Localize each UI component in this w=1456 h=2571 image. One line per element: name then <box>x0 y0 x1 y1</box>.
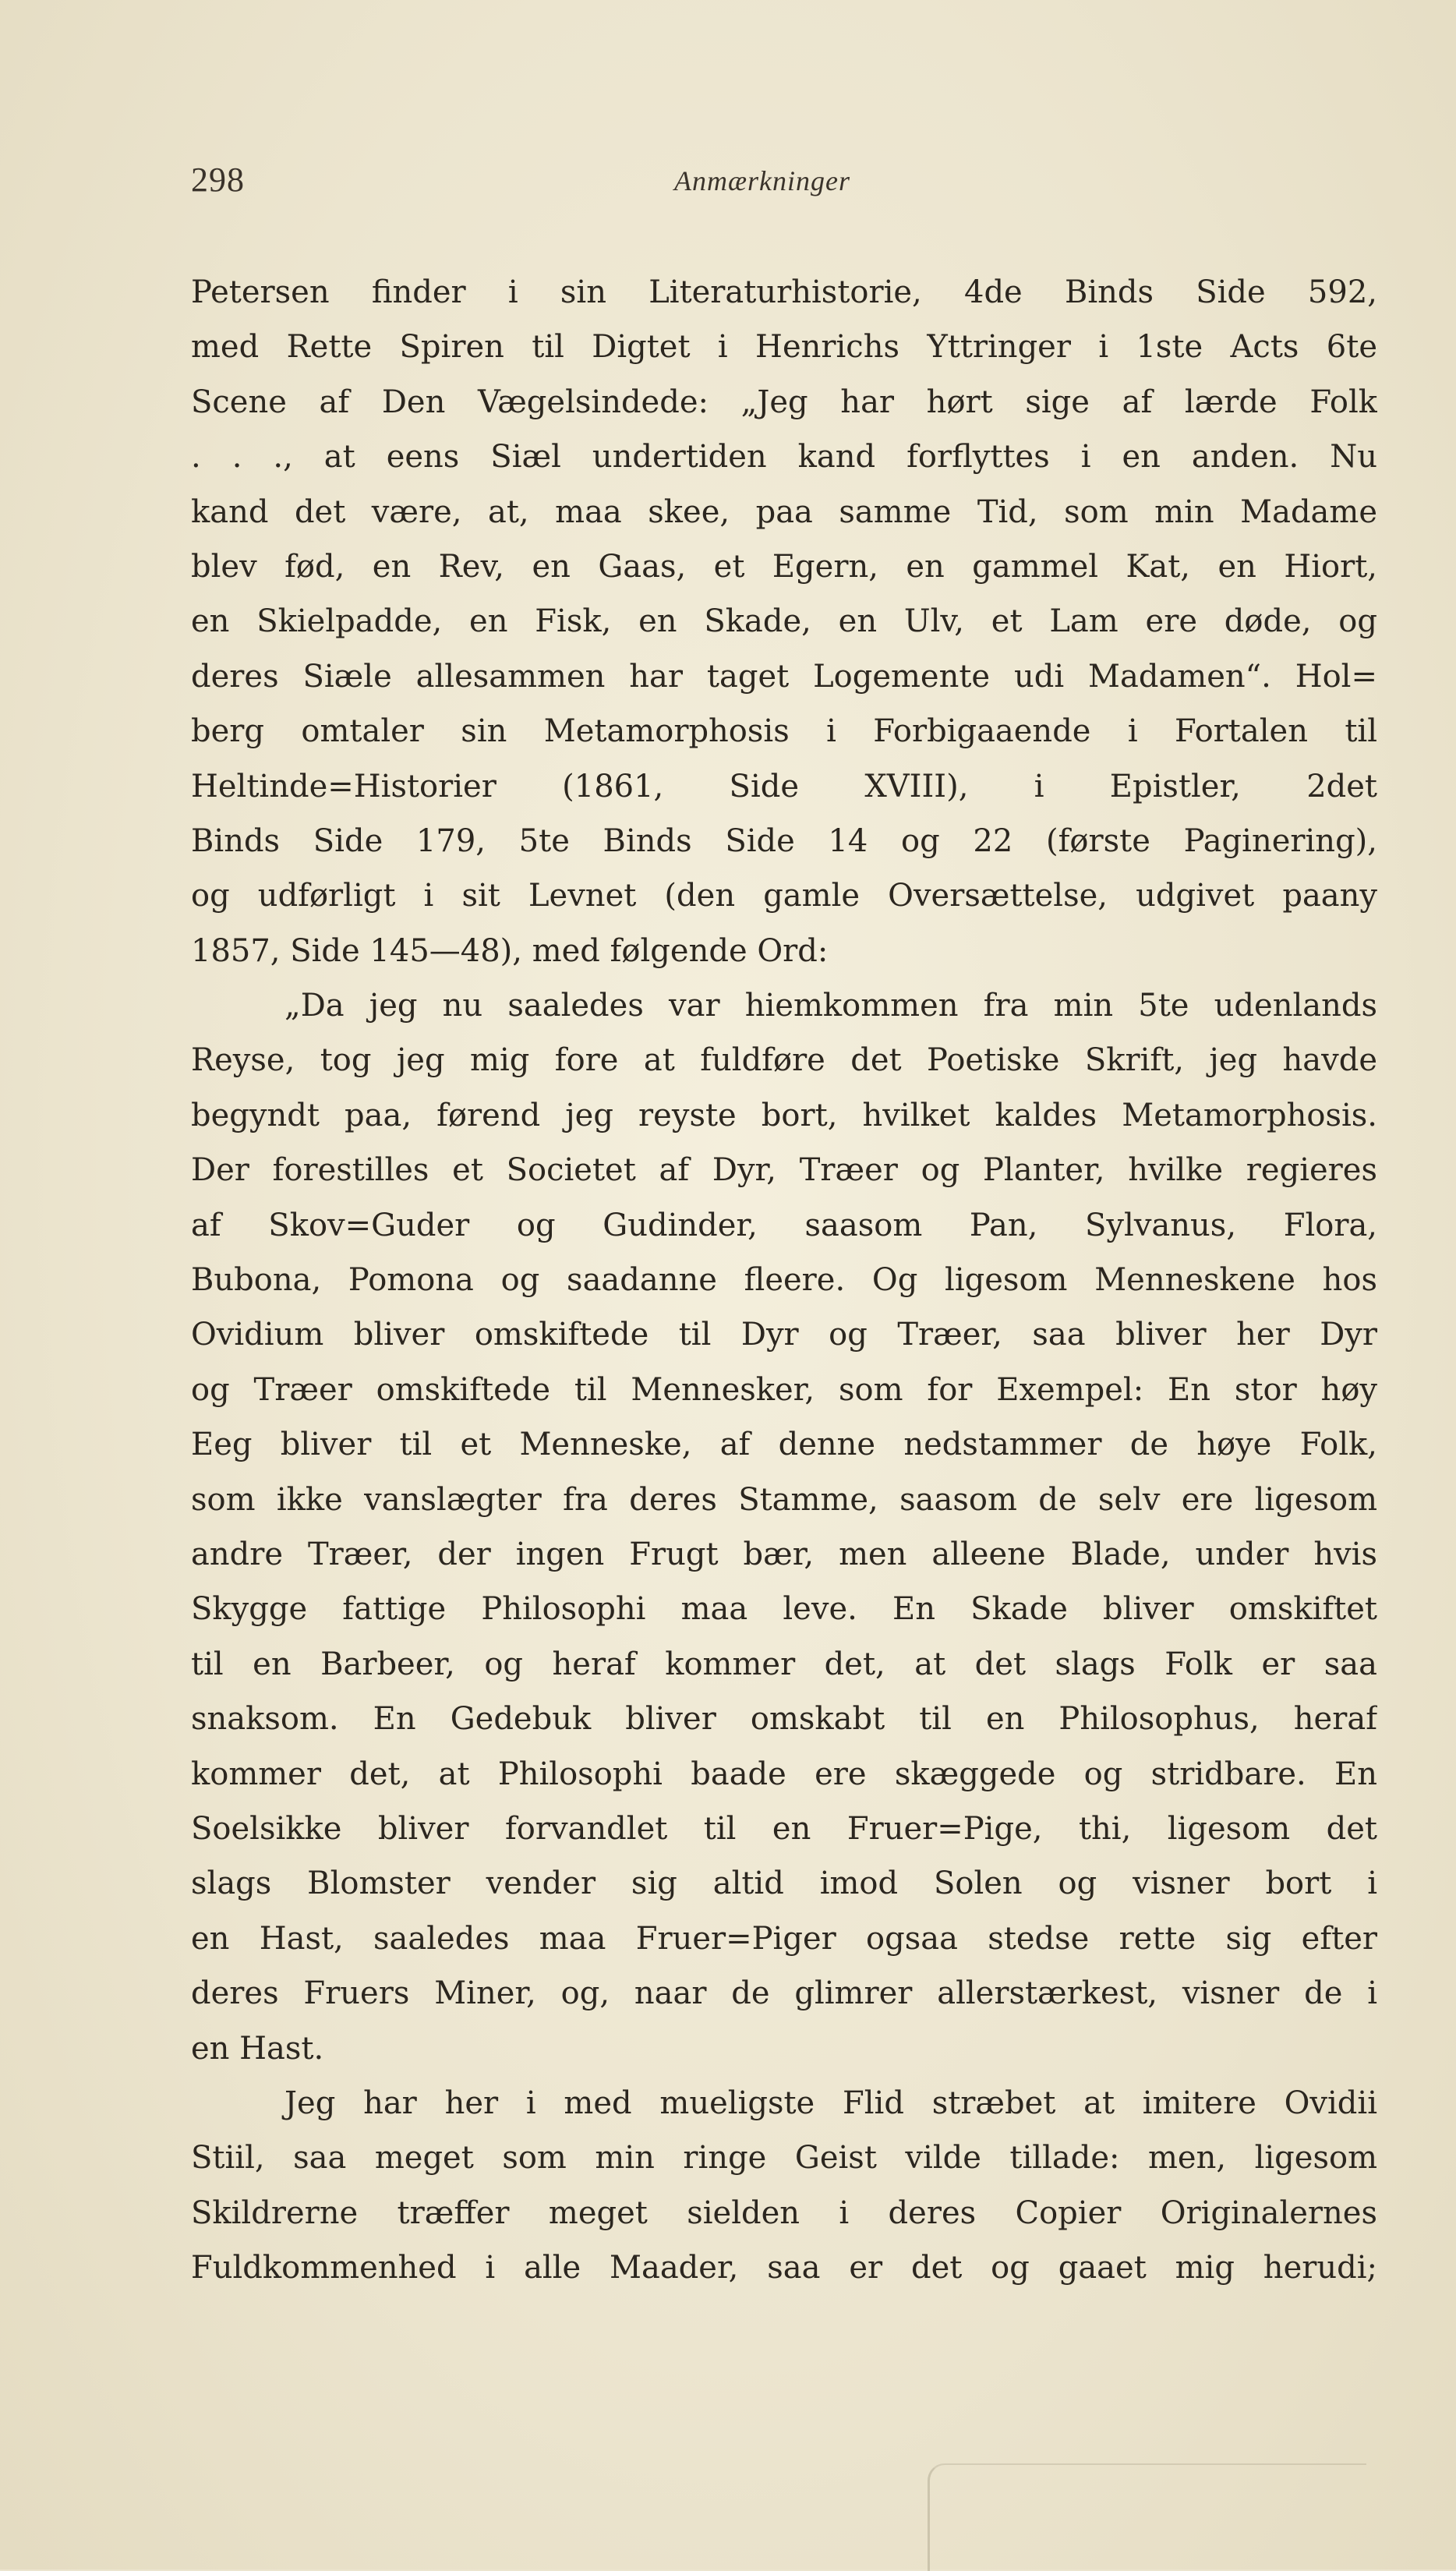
text-line: kand det være, at, maa skee, paa samme Tid, som min Madame <box>191 493 1377 530</box>
text-line: Stiil, saa meget som min ringe Geist vilde tillade: men, ligesom <box>191 2140 1377 2177</box>
text-line: Skygge fattige Philosophi maa leve. En Skade bliver omskiftet <box>191 1591 1377 1628</box>
text-line: Scene af Den Vægelsindede: „Jeg har hørt sige af lærde Folk <box>191 384 1377 420</box>
text-line: Ovidium bliver omskiftede til Dyr og Træer, saa bliver her Dyr <box>191 1317 1377 1353</box>
running-title: Anmærkninger <box>674 165 850 196</box>
page-header <box>191 160 1376 207</box>
text-line: Der forestilles et Societet af Dyr, Træer og Planter, hvilke regieres <box>191 1152 1377 1189</box>
text-line: Binds Side 179, 5te Binds Side 14 og 22 (første Paginering), <box>191 822 1377 859</box>
text-line: og udførligt i sit Levnet (den gamle Oversættelse, udgivet paany <box>191 878 1377 914</box>
text-line: . . ., at eens Siæl undertiden kand forflyttes i en anden. Nu <box>191 439 1377 476</box>
text-line: andre Træer, der ingen Frugt bær, men alleene Blade, under hvis <box>191 1536 1377 1572</box>
text-line: deres Siæle allesammen har taget Logemente udi Madamen“. Hol= <box>191 658 1377 695</box>
body-text <box>191 265 1377 2295</box>
text-line: slags Blomster vender sig altid imod Solen og visner bort i <box>191 1865 1377 1902</box>
text-line: Reyse, tog jeg mig fore at fuldføre det Poetiske Skrift, jeg havde <box>191 1042 1377 1079</box>
text-line: med Rette Spiren til Digtet i Henrichs Yttringer i 1ste Acts 6te <box>191 329 1377 366</box>
text-line: og Træer omskiftede til Mennesker, som for Exempel: En stor høy <box>191 1371 1377 1408</box>
text-line: berg omtaler sin Metamorphosis i Forbigaaende i Fortalen til <box>191 713 1377 750</box>
text-line: Heltinde=Historier (1861, Side XVIII), i Epistler, 2det <box>191 768 1377 805</box>
text-line: til en Barbeer, og heraf kommer det, at det slags Folk er saa <box>191 1646 1377 1682</box>
text-line: „Da jeg nu saaledes var hiemkommen fra min 5te udenlands <box>284 988 1377 1024</box>
text-line: af Skov=Guder og Gudinder, saasom Pan, Sylvanus, Flora, <box>191 1207 1377 1243</box>
text-line: en Hast. <box>191 2030 324 2067</box>
text-line: Jeg har her i med mueligste Flid stræbet at imitere Ovidii <box>284 2085 1377 2121</box>
page-edge-mark <box>928 2463 1366 2571</box>
text-line: Petersen finder i sin Literaturhistorie, 4de Binds Side 592, <box>191 274 1377 310</box>
text-line: deres Fruers Miner, og, naar de glimrer allerstærkest, visner de i <box>191 1975 1377 2012</box>
text-line: snaksom. En Gedebuk bliver omskabt til en Philosophus, heraf <box>191 1701 1377 1738</box>
page-number: 298 <box>191 161 245 199</box>
text-line: Bubona, Pomona og saadanne fleere. Og ligesom Menneskene hos <box>191 1262 1377 1299</box>
text-line: Eeg bliver til et Menneske, af denne nedstammer de høye Folk, <box>191 1427 1377 1463</box>
text-line: en Skielpadde, en Fisk, en Skade, en Ulv, et Lam ere døde, og <box>191 603 1377 640</box>
text-line: Fuldkommenhed i alle Maader, saa er det og gaaet mig herudi; <box>191 2250 1377 2286</box>
text-line: Skildrerne træffer meget sielden i deres Copier Originalernes <box>191 2194 1377 2231</box>
text-line: 1857, Side 145—48), med følgende Ord: <box>191 932 829 969</box>
text-line: kommer det, at Philosophi baade ere skæggede og stridbare. En <box>191 1756 1377 1792</box>
text-line: begyndt paa, førend jeg reyste bort, hvilket kaldes Metamorphosis. <box>191 1097 1377 1133</box>
text-line: en Hast, saaledes maa Fruer=Piger ogsaa stedse rette sig efter <box>191 1920 1377 1957</box>
text-line: Soelsikke bliver forvandlet til en Fruer=Pige, thi, ligesom det <box>191 1810 1377 1847</box>
text-line: blev fød, en Rev, en Gaas, et Egern, en gammel Kat, en Hiort, <box>191 548 1377 585</box>
text-line: som ikke vanslægter fra deres Stamme, saasom de selv ere ligesom <box>191 1481 1377 1518</box>
